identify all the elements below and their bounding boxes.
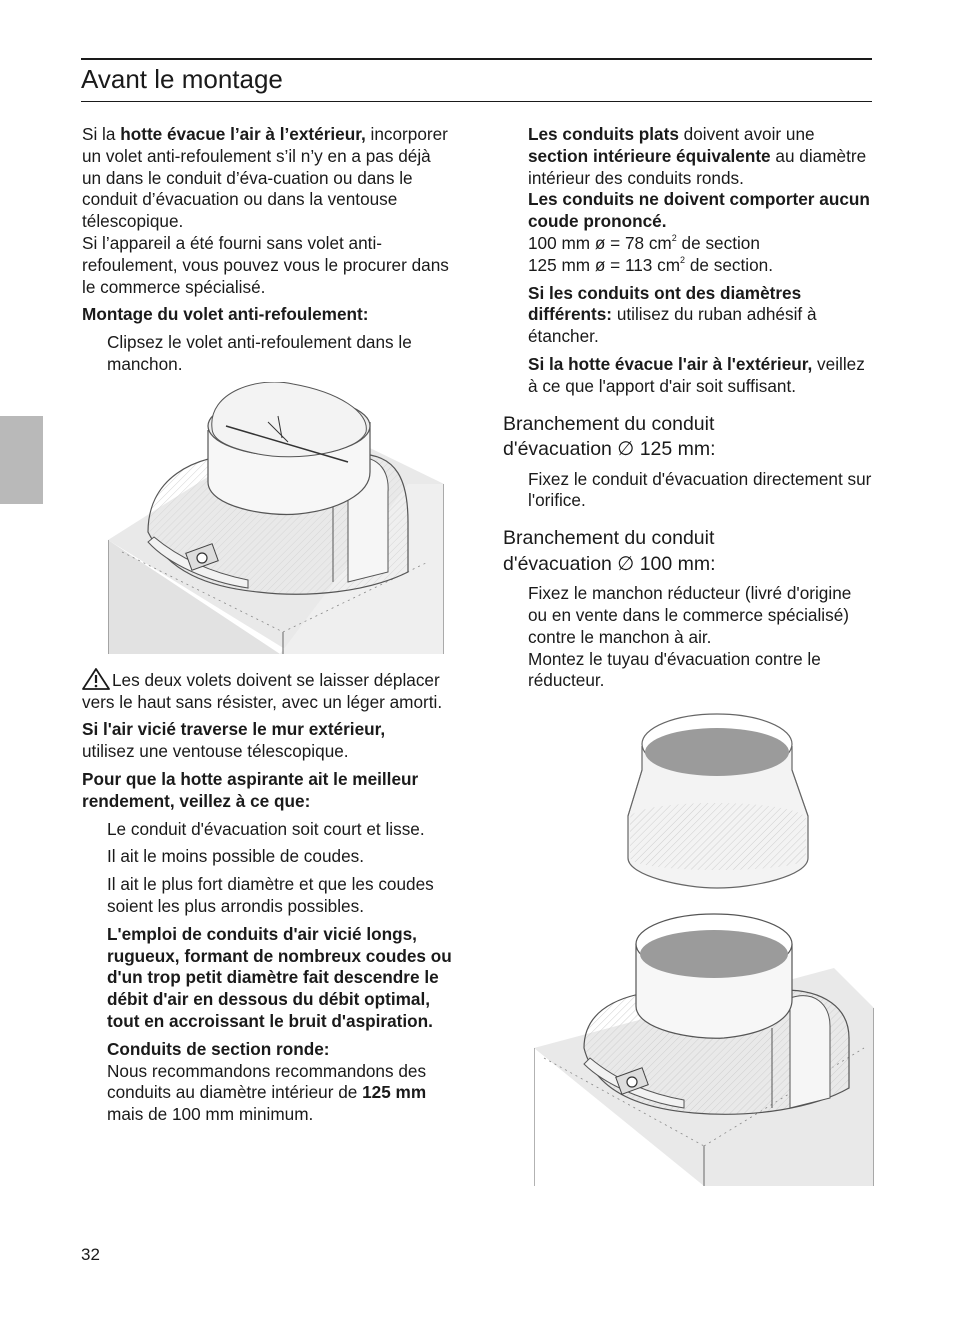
list-item: Il ait le plus fort diamètre et que les coudes soient les plus arrondis possibles.	[107, 874, 434, 916]
section-line-125: 125 mm ø = 113 cm	[528, 254, 681, 275]
wall-bold: Si l'air vicié traverse le mur extérieur,	[82, 719, 386, 740]
air-supply-bold: Si la hotte évacue l'air à l'extérieur,	[528, 353, 813, 374]
warning-paragraph	[82, 668, 454, 714]
flat-duct-text-2: au diamètre intérieur des conduits ronds.	[528, 145, 867, 188]
long-duct-warning	[82, 924, 454, 1033]
intro-text-2: incorporer un volet anti-refoulement s’il n’y en a pas déjà un dans le conduit d’éva-cuation ou dans le conduit d’évacuation ou dans la ventouse télescopique.	[82, 124, 448, 232]
long-duct-warning-text: L'emploi de conduits d'air vicié longs, rugueux, formant de nombreux coudes ou d'un trop petit diamètre fait descendre le débit d'air en dessous du débit optimal, tout en accroissant le bruit d'aspiration.	[107, 923, 452, 1031]
intro-text-3: Si l’appareil a été fourni sans volet anti-refoulement, vous pouvez vous le procurer dans le commerce spécialisé.	[82, 232, 449, 297]
flap-install-illustration	[108, 382, 444, 654]
section-100-text-1: Fixez le manchon réducteur (livré d'origine ou en vente dans le commerce spécialisé) contre le manchon à air.	[528, 583, 852, 647]
header-rule-bottom	[81, 101, 872, 102]
intro-paragraph	[82, 124, 454, 298]
page-title: Avant le montage	[81, 64, 283, 94]
wall-paragraph	[82, 719, 454, 763]
performance-heading-text: Pour que la hotte aspirante ait le meilleur rendement, veillez à ce que:	[82, 768, 419, 811]
section-line-125-suffix: de section.	[685, 254, 773, 275]
list-item: Le conduit d'évacuation soit court et lisse.	[107, 818, 425, 839]
flat-duct-bold-1: Les conduits plats	[528, 124, 679, 144]
superscript-2: 2	[671, 232, 677, 243]
warning-triangle-icon	[82, 668, 110, 690]
flat-duct-bold-3: Les conduits ne doivent comporter aucun coude prononcé.	[528, 189, 870, 232]
wall-text: utilisez une ventouse télescopique.	[82, 741, 349, 762]
montage-text: Clipsez le volet anti-refoulement dans le manchon.	[107, 332, 412, 374]
round-duct-text-1: Nous recommandons recommandons des conduits au diamètre intérieur de	[107, 1060, 427, 1103]
section-100-text-2: Montez le tuyau d'évacuation contre le réducteur.	[528, 648, 821, 691]
section-heading-125-line1: Branchement du conduit	[503, 412, 715, 435]
flat-duct-paragraph	[503, 124, 875, 277]
reducer-sleeve-illustration	[534, 708, 874, 1186]
section-heading-100	[503, 526, 875, 577]
air-supply-text: veillez à ce que l'apport d'air soit suffisant.	[528, 353, 865, 396]
performance-heading	[82, 769, 454, 813]
air-supply-paragraph	[503, 354, 875, 398]
header-rule-top	[81, 58, 872, 60]
round-duct-paragraph	[82, 1039, 454, 1126]
section-heading-125-line2: d'évacuation ∅ 125 mm:	[503, 438, 716, 461]
intro-bold: hotte évacue l’air à l’extérieur,	[120, 124, 366, 144]
section-heading-100-line2: d'évacuation ∅ 100 mm:	[503, 552, 716, 575]
round-duct-heading: Conduits de section ronde:	[107, 1038, 330, 1059]
left-column	[82, 124, 454, 1132]
round-duct-bold: 125 mm	[362, 1082, 427, 1103]
flat-duct-text-1: doivent avoir une	[678, 124, 815, 144]
section-line-100: 100 mm ø = 78 cm	[528, 232, 672, 253]
right-column	[503, 124, 875, 1186]
section-heading-125	[503, 412, 875, 463]
list-item: Il ait le moins possible de coudes.	[107, 846, 364, 867]
warning-text: Les deux volets doivent se laisser déplacer vers le haut sans résister, avec un léger amorti.	[82, 669, 443, 712]
superscript-2: 2	[680, 254, 686, 265]
page-number: 32	[81, 1245, 100, 1264]
round-duct-text-2: mais de 100 mm minimum.	[107, 1104, 314, 1125]
diameter-paragraph	[503, 283, 875, 348]
diameter-text: utilisez du ruban adhésif à étancher.	[528, 304, 817, 347]
section-line-100-suffix: de section	[676, 232, 760, 253]
section-heading-100-line1: Branchement du conduit	[503, 527, 715, 550]
diameter-bold: Si les conduits ont des diamètres différents:	[528, 282, 802, 325]
flat-duct-bold-2: section intérieure équivalente	[528, 145, 771, 166]
intro-text-1: Si la	[82, 124, 121, 144]
section-100-text	[503, 583, 875, 692]
chapter-side-tab	[0, 416, 43, 504]
section-125-text: Fixez le conduit d'évacuation directement sur l'orifice.	[528, 468, 872, 511]
montage-heading-text: Montage du volet anti-refoulement:	[82, 304, 369, 325]
montage-heading	[82, 304, 454, 326]
